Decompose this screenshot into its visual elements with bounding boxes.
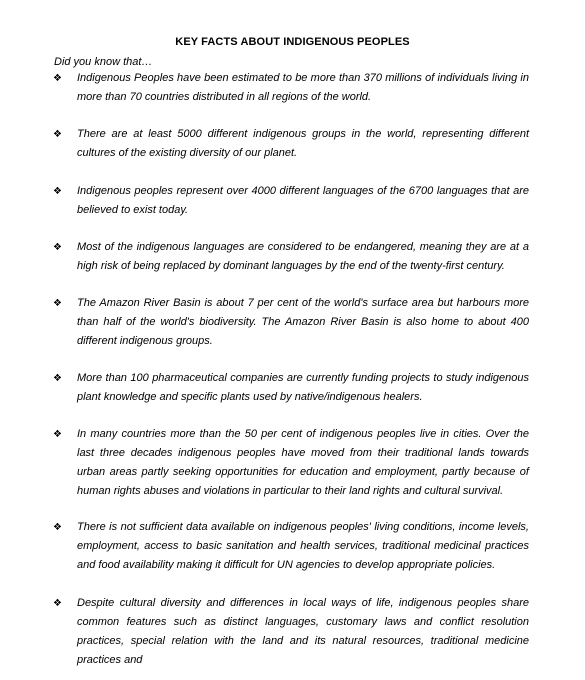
fact-text: There are at least 5000 different indigenous groups in the world, representing different cultures of the existing diversity of our planet. — [77, 128, 529, 159]
fact-text: There is not sufficient data available on indigenous peoples' living conditions, income levels, employment, access to basic sanitation and health services, traditional medicinal practices and food availability making it difficult for UN agencies to develop appropriate policies. — [77, 521, 529, 571]
diamond-bullet-icon: ❖ — [53, 598, 62, 609]
diamond-bullet-icon: ❖ — [53, 73, 62, 84]
diamond-bullet-icon: ❖ — [53, 242, 62, 253]
diamond-bullet-icon: ❖ — [53, 373, 62, 384]
diamond-bullet-icon: ❖ — [53, 186, 62, 197]
fact-text: Indigenous peoples represent over 4000 different languages of the 6700 languages that are believed to exist today. — [77, 185, 529, 216]
diamond-bullet-icon: ❖ — [53, 522, 62, 533]
diamond-bullet-icon: ❖ — [53, 429, 62, 440]
diamond-bullet-icon: ❖ — [53, 129, 62, 140]
fact-text: More than 100 pharmaceutical companies are currently funding projects to study indigenous plant knowledge and specific plants used by native/indigenous healers. — [77, 372, 529, 403]
intro-text: Did you know that… — [54, 56, 153, 68]
diamond-bullet-icon: ❖ — [53, 298, 62, 309]
document-title: KEY FACTS ABOUT INDIGENOUS PEOPLES — [175, 36, 410, 48]
fact-text: The Amazon River Basin is about 7 per cent of the world's surface area but harbours more than half of the world's biodiversity. The Amazon River Basin is also home to about 400 different indigenous groups. — [77, 297, 529, 347]
fact-text: Indigenous Peoples have been estimated to be more than 370 millions of individuals living in more than 70 countries distributed in all regions of the world. — [77, 72, 529, 103]
fact-text: In many countries more than the 50 per cent of indigenous peoples live in cities. Over the last three decades indigenous peoples have moved from their traditional lands towards urban areas partly seeking opportunities for education and employment, partly because of human rights abuses and violations in particular to their land rights and cultural survival. — [77, 428, 529, 497]
fact-text: Despite cultural diversity and differences in local ways of life, indigenous peoples share common features such as distinct languages, customary laws and conflict resolution practices, special relation with the land and its natural resources, traditional medicine practices and — [77, 597, 529, 666]
fact-text: Most of the indigenous languages are considered to be endangered, meaning they are at a high risk of being replaced by dominant languages by the end of the twenty-first century. — [77, 241, 529, 272]
